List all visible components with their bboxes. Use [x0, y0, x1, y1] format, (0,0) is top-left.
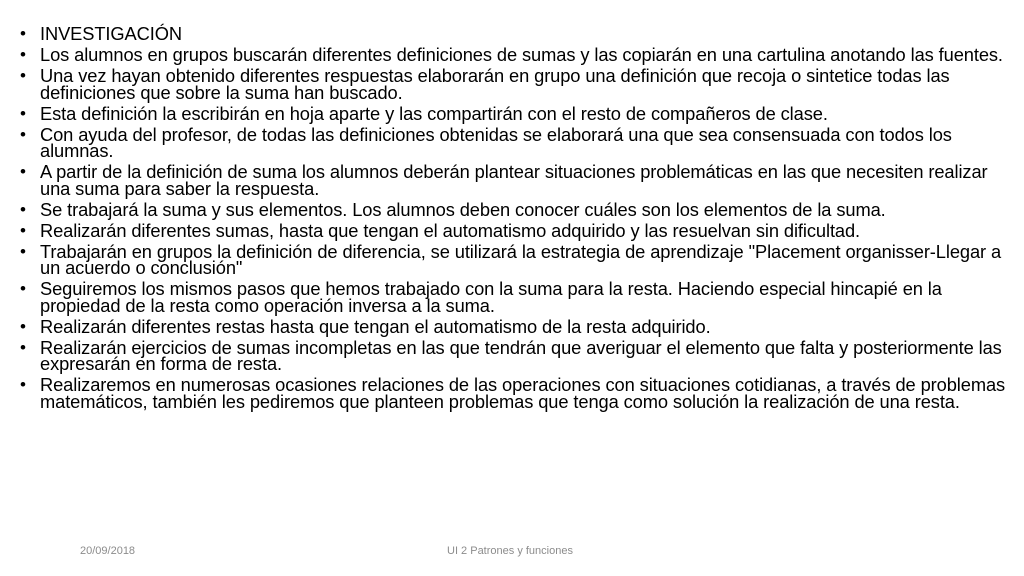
bullet-item-situaciones-cotidianas: • Realizaremos en numerosas ocasiones relaciones de las operaciones con situaciones cotidianas, a través de problemas matemáticos, también les pediremos que planteen problemas que tenga como solución la realización de una resta.: [20, 377, 1016, 410]
footer-date: 20/09/2018: [80, 545, 136, 557]
bullet-item-sumas-incompletas: • Realizarán ejercicios de sumas incompletas en las que tendrán que averiguar el elemento que falta y posteriormente las expresarán en forma de resta.: [20, 340, 1016, 373]
bullet-item-situaciones-problematicas: • A partir de la definición de suma los alumnos deberán plantear situaciones problemáticas en las que necesiten realizar una suma para saber la respuesta.: [20, 164, 1016, 197]
bullet-item-compartir-definicion: • Esta definición la escribirán en hoja aparte y las compartirán con el resto de compañeros de clase.: [20, 106, 1016, 123]
bullet-item-realizar-restas: • Realizarán diferentes restas hasta que tengan el automatismo de la resta adquirido.: [20, 319, 1016, 336]
bullet-item-elementos-suma: • Se trabajará la suma y sus elementos. Los alumnos deben conocer cuáles son los elementos de la suma.: [20, 202, 1016, 219]
bullet-item-pasos-resta: • Seguiremos los mismos pasos que hemos trabajado con la suma para la resta. Haciendo especial hincapié en la propiedad de la resta como operación inversa a la suma.: [20, 281, 1016, 314]
footer-title: UI 2 Patrones y funciones: [447, 545, 573, 557]
bullet-item-definicion-diferencia: • Trabajarán en grupos la definición de diferencia, se utilizará la estrategia de aprendizaje "Placement organisser-Llegar a un acuerdo o conclusión": [20, 244, 1016, 277]
bullet-item-elaborar-definicion: • Una vez hayan obtenido diferentes respuestas elaborarán en grupo una definición que recoja o sintetice todas las definiciones que sobre la suma han buscado.: [20, 68, 1016, 101]
bullet-item-definicion-consensuada: • Con ayuda del profesor, de todas las definiciones obtenidas se elaborará una que sea consensuada con todos los alumnas.: [20, 127, 1016, 160]
bullet-item-investigacion: • INVESTIGACIÓN: [20, 26, 1016, 43]
bullet-item-buscar-definiciones: • Los alumnos en grupos buscarán diferentes definiciones de sumas y las copiarán en una cartulina anotando las fuentes.: [20, 47, 1016, 64]
bullet-item-realizar-sumas: • Realizarán diferentes sumas, hasta que tengan el automatismo adquirido y las resuelvan sin dificultad.: [20, 223, 1016, 240]
bullet-list: [20, 23, 1016, 415]
